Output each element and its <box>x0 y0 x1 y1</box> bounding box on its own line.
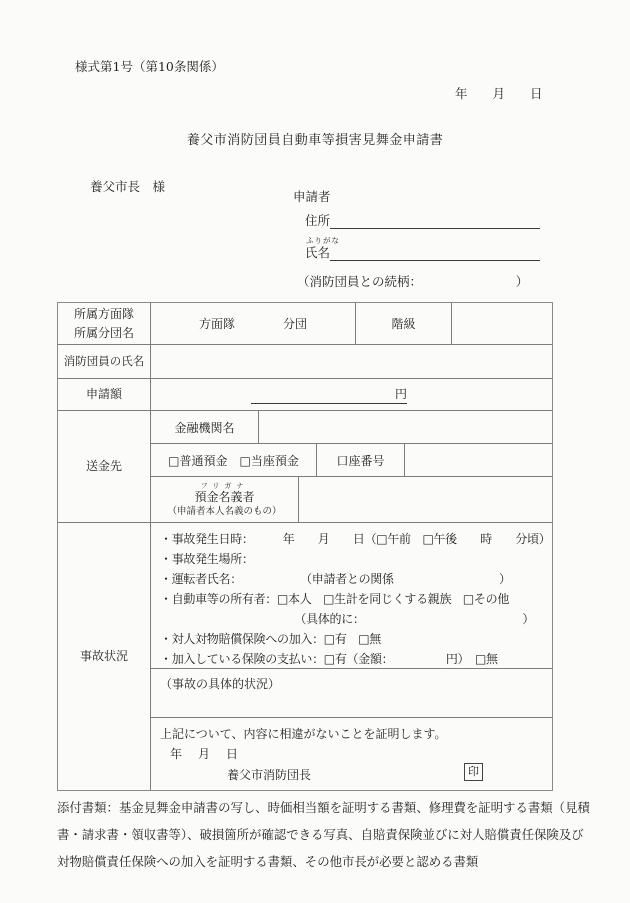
accident-label: 事故状況 <box>58 523 151 790</box>
affiliation-content <box>151 303 552 344</box>
member-name-label: 消防団員の氏名 <box>58 345 151 378</box>
remittance-label: 送金先 <box>58 411 151 522</box>
certify-date-line[interactable]: 年 月 日 <box>170 747 241 761</box>
bank-name-input-cell[interactable] <box>259 411 552 443</box>
holder-note: （申請者本人名義のもの） <box>167 505 282 517</box>
address-field <box>305 210 540 229</box>
certify-signer: 養父市消防団長 <box>227 768 312 782</box>
rank-input-cell[interactable] <box>452 303 552 344</box>
addressee: 養父市長 様 <box>90 179 166 194</box>
member-name-input-cell[interactable] <box>151 345 552 378</box>
header-date-line: 年 月 日 <box>455 86 543 101</box>
holder-subrow <box>151 477 552 522</box>
holder-label: 預金名義者 <box>194 489 255 504</box>
applicant-block <box>293 187 540 290</box>
name-field <box>305 245 540 261</box>
address-input-line[interactable] <box>330 209 540 229</box>
amount-content <box>151 379 552 410</box>
account-number-label: 口座番号 <box>317 444 405 476</box>
attachments-line-1: 添付書類：基金見舞金申請書の写し、時価相当額を証明する書類、修理費を証明する書類（見積 <box>57 800 590 815</box>
seal-placeholder: 印 <box>464 763 483 781</box>
bank-subrow <box>151 411 552 444</box>
accident-owner-line[interactable]: ・自動車等の所有者：□本人 □生計を同じくする親族 □その他 <box>160 592 510 606</box>
form-number: 様式第1号（第10条関係） <box>75 59 224 74</box>
certify-box <box>151 718 552 790</box>
squad-cell[interactable]: 方面隊 分団 <box>151 303 356 344</box>
account-number-input-cell[interactable] <box>405 444 552 476</box>
affiliation-label-line2: 所属分団名 <box>73 325 134 340</box>
accident-detail-label: （事故の具体的状況） <box>160 677 281 691</box>
applicant-label: 申請者 <box>293 189 331 204</box>
amount-label: 申請額 <box>58 379 151 410</box>
attachments-line-2: 書・請求書・領収書等）、破損箇所が確認できる写真、自賠責保険並びに対人賠償責任保険及び <box>57 827 584 842</box>
holder-label-cell <box>151 477 299 522</box>
application-table <box>57 302 553 791</box>
accident-content <box>151 523 552 790</box>
affiliation-label <box>58 303 151 344</box>
row-member-name <box>58 345 552 379</box>
holder-input-cell[interactable] <box>299 477 552 522</box>
accident-owner-detail-line[interactable]: （具体的に： ） <box>160 612 535 626</box>
page-title: 養父市消防団員自動車等損害見舞金申請書 <box>186 133 444 148</box>
name-label: 氏名 <box>305 245 331 260</box>
remittance-content <box>151 411 552 522</box>
accident-place-line[interactable]: ・事故発生場所： <box>160 552 254 566</box>
row-affiliation <box>58 303 552 345</box>
affiliation-label-line1: 所属方面隊 <box>73 306 134 321</box>
row-amount <box>58 379 552 411</box>
accident-driver-line[interactable]: ・運転者氏名： （申請者との関係 ） <box>160 572 511 586</box>
accident-detail-box[interactable] <box>151 669 552 718</box>
account-type-checkboxes[interactable]: □普通預金 □当座預金 <box>151 444 317 476</box>
name-input-line[interactable] <box>330 244 540 261</box>
address-label: 住所 <box>305 213 331 228</box>
amount-input-line[interactable]: 円 <box>251 385 407 404</box>
bank-name-label: 金融機関名 <box>151 411 259 443</box>
rank-label-cell: 階級 <box>356 303 452 344</box>
row-accident <box>58 523 552 790</box>
certify-statement: 上記について、内容に相違がないことを証明します。 <box>160 727 447 741</box>
attachments-line-3: 対物賠償責任保険への加入を証明する書類、その他市長が必要と認める書類 <box>57 854 479 869</box>
accident-payment-line[interactable]: ・加入している保険の支払い：□有（金額： 円） □無 <box>160 652 498 666</box>
attachments-note <box>57 794 590 875</box>
holder-furigana-label: フリガナ <box>200 481 249 490</box>
row-remittance <box>58 411 552 523</box>
relation-note: （消防団員との続柄： ） <box>297 274 529 289</box>
account-subrow <box>151 444 552 477</box>
accident-bullet-list <box>151 523 552 669</box>
accident-datetime-line[interactable]: ・事故発生日時： 年 月 日（□午前 □午後 時 分頃） <box>160 532 551 546</box>
furigana-label: ふりがな <box>306 236 340 245</box>
accident-insurance-line[interactable]: ・対人対物賠償保険への加入：□有 □無 <box>160 632 381 646</box>
